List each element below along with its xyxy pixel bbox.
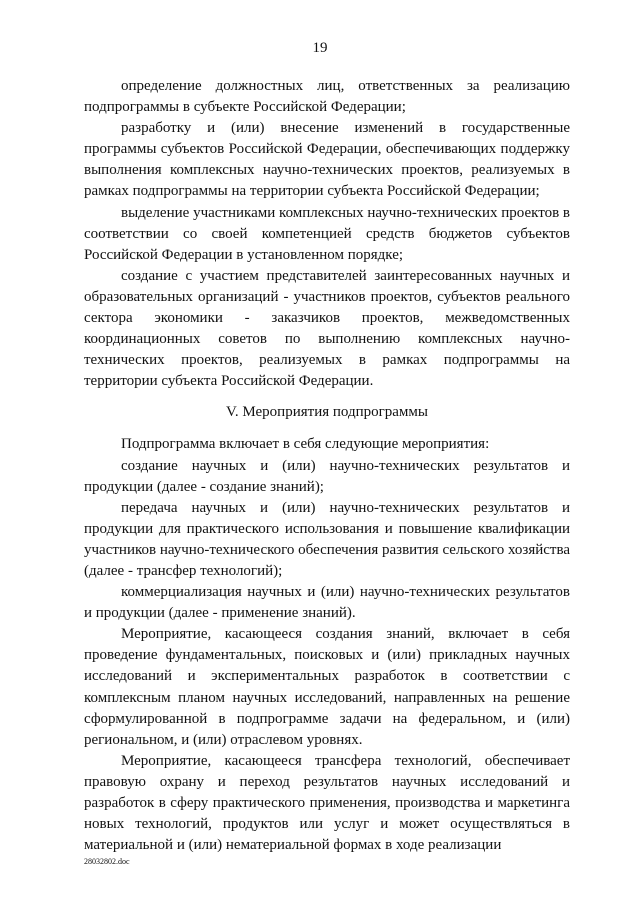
paragraph-technology-transfer-details: Мероприятие, касающееся трансфера технологий, обеспечивает правовую охрану и переход результатов научных исследований и разработок в сферу практического применения, производства и маркетинга новых технологий, продуктов или услуг и может осуществляться в материальной и (или) нематериальной формах в ходе реализации [84, 752, 570, 854]
paragraph-state-programs: разработку и (или) внесение изменений в государственные программы субъектов Российской Федерации, обеспечивающих поддержку выполнения комплексных научно-технических проектов, реализуемых в рамках подпрограммы на территории субъекта Российской Федерации; [84, 120, 570, 200]
paragraph-coordination-councils: создание с участием представителей заинтересованных научных и образовательных организаций - участников проектов, субъектов реального сектора экономики - заказчиков проектов, межведомственных координационных советов по выполнению комплексных научно-технических проектов, реализуемых в рамках подпрограммы на территории субъекта Российской Федерации. [84, 267, 570, 390]
paragraph-budget-allocation: выделение участниками комплексных научно-технических проектов в соответствии со своей компетенцией средств бюджетов субъектов Российской Федерации в установленном порядке; [84, 204, 570, 263]
paragraph-measures-intro: Подпрограмма включает в себя следующие мероприятия: [121, 436, 490, 453]
paragraph-knowledge-creation-details: Мероприятие, касающееся создания знаний, включает в себя проведение фундаментальных, поисковых и (или) прикладных научных исследований и экспериментальных разработок в соответствии с комплексным планом научных исследований, направленных на решение сформулированной в подпрограмме задачи на федеральном, и (или) региональном, и (или) отраслевом уровнях. [84, 626, 570, 748]
paragraph-technology-transfer: передача научных и (или) научно-технических результатов и продукции для практического использования и повышение квалификации участников научно-технического обеспечения развития сельского хозяйства (далее - трансфер технологий); [84, 499, 571, 579]
paragraph-officials: определение должностных лиц, ответственных за реализацию подпрограммы в субъекте Российской Федерации; [84, 78, 570, 116]
document-body [84, 76, 570, 856]
section-heading: V. Мероприятия подпрограммы [225, 404, 428, 421]
document-file-code: 28032802.doc [84, 857, 130, 866]
page-number: 19 [312, 40, 328, 56]
paragraph-knowledge-creation: создание научных и (или) научно-технических результатов и продукции (далее - создание знаний); [84, 457, 570, 495]
paragraph-knowledge-application: коммерциализация научных и (или) научно-технических результатов и продукции (далее - применение знаний). [84, 584, 570, 622]
